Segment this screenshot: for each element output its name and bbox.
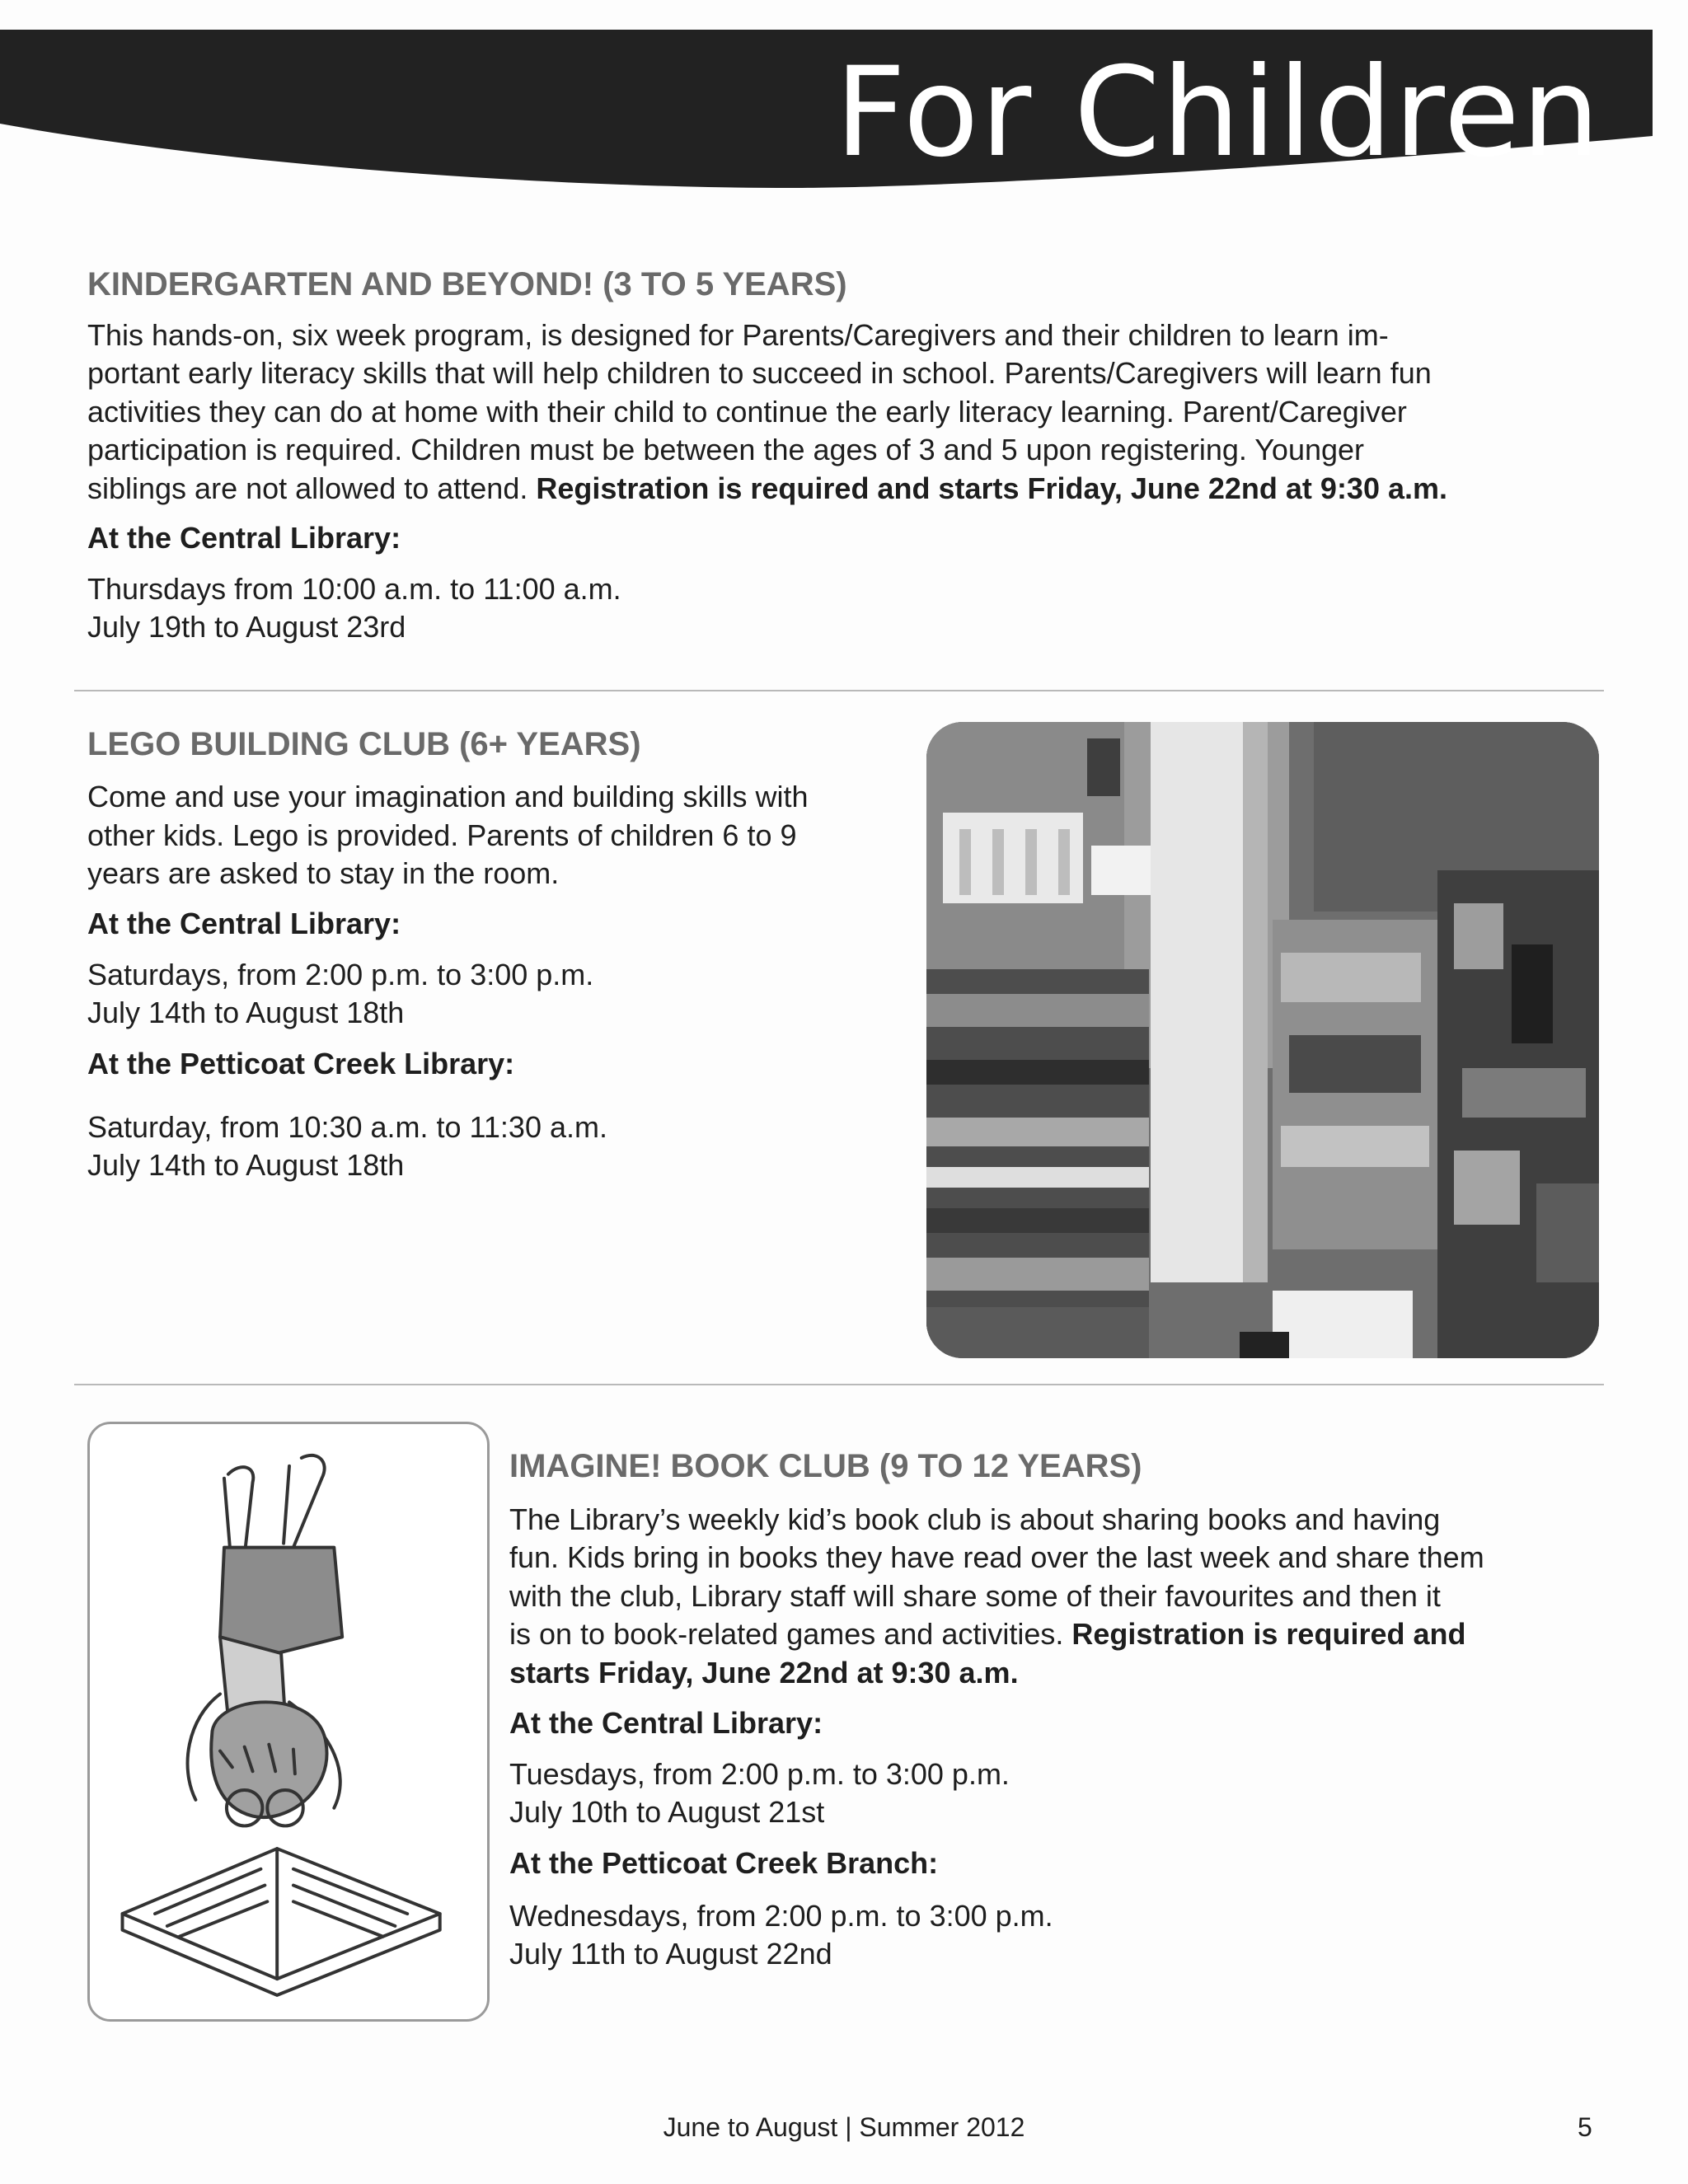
lego-line-1: Come and use your imagination and building skills with <box>87 780 809 813</box>
kindergarten-heading: KINDERGARTEN AND BEYOND! (3 TO 5 YEARS) <box>87 266 847 302</box>
kindergarten-line-4: participation is required. Children must be between the ages of 3 and 5 upon registering. Younger <box>87 433 1365 466</box>
bookclub-registration-note: Registration is required and <box>1071 1617 1466 1651</box>
bookclub-petticoat-time: Wednesdays, from 2:00 p.m. to 3:00 p.m. <box>509 1899 1053 1933</box>
footer-text: June to August | Summer 2012 <box>663 2112 1025 2142</box>
lego-petticoat-dates: July 14th to August 18th <box>87 1148 405 1182</box>
bookclub-heading: IMAGINE! BOOK CLUB (9 TO 12 YEARS) <box>509 1448 1142 1484</box>
bookclub-petticoat-dates: July 11th to August 22nd <box>509 1937 832 1971</box>
kindergarten-text: siblings are not allowed to attend. <box>87 471 537 505</box>
bookclub-text: is on to book-related games and activities. <box>509 1617 1072 1651</box>
lego-line-2: other kids. Lego is provided. Parents of children 6 to 9 <box>87 818 797 852</box>
section-divider-2 <box>74 1384 1604 1385</box>
page-number: 5 <box>1578 2112 1592 2142</box>
bookclub-central-time: Tuesdays, from 2:00 p.m. to 3:00 p.m. <box>509 1757 1010 1791</box>
kindergarten-dates: July 19th to August 23rd <box>87 610 406 644</box>
lego-petticoat-location: At the Petticoat Creek Library: <box>87 1047 515 1080</box>
bookclub-line-1: The Library’s weekly kid’s book club is about sharing books and having <box>509 1502 1441 1536</box>
bookclub-central-location: At the Central Library: <box>509 1706 823 1740</box>
lego-central-location: At the Central Library: <box>87 907 401 940</box>
kindergarten-line-5 <box>87 470 1447 509</box>
kindergarten-time: Thursdays from 10:00 a.m. to 11:00 a.m. <box>87 572 621 606</box>
kindergarten-line-2: portant early literacy skills that will help children to succeed in school. Parents/Caregivers will learn fun <box>87 356 1432 390</box>
lego-petticoat-time: Saturday, from 10:30 a.m. to 11:30 a.m. <box>87 1110 607 1144</box>
kindergarten-line-1: This hands-on, six week program, is designed for Parents/Caregivers and their children to learn im- <box>87 318 1389 352</box>
lego-photo <box>926 722 1599 1358</box>
bookclub-petticoat-location: At the Petticoat Creek Branch: <box>509 1846 939 1880</box>
lego-photo-image <box>926 722 1599 1358</box>
bookclub-line-3: with the club, Library staff will share some of their favourites and then it <box>509 1579 1441 1613</box>
reading-child-illustration <box>90 1424 487 2019</box>
page-title: For Children <box>834 41 1601 185</box>
lego-central-dates: July 14th to August 18th <box>87 996 405 1029</box>
kindergarten-registration-note: Registration is required and starts Friday, June 22nd at 9:30 a.m. <box>536 471 1448 505</box>
bookclub-line-4 <box>509 1615 1465 1654</box>
bookclub-central-dates: July 10th to August 21st <box>509 1795 825 1829</box>
kindergarten-line-3: activities they can do at home with their child to continue the early literacy learning. Parent/Caregiver <box>87 395 1407 429</box>
bookclub-line-2: fun. Kids bring in books they have read over the last week and share them <box>509 1540 1484 1574</box>
section-divider-1 <box>74 690 1604 691</box>
lego-central-time: Saturdays, from 2:00 p.m. to 3:00 p.m. <box>87 958 594 991</box>
reading-child-illustration-frame <box>87 1422 490 2022</box>
kindergarten-location: At the Central Library: <box>87 521 401 555</box>
bookclub-registration-date: starts Friday, June 22nd at 9:30 a.m. <box>509 1656 1019 1690</box>
lego-heading: LEGO BUILDING CLUB (6+ YEARS) <box>87 726 641 762</box>
lego-line-3: years are asked to stay in the room. <box>87 856 560 890</box>
